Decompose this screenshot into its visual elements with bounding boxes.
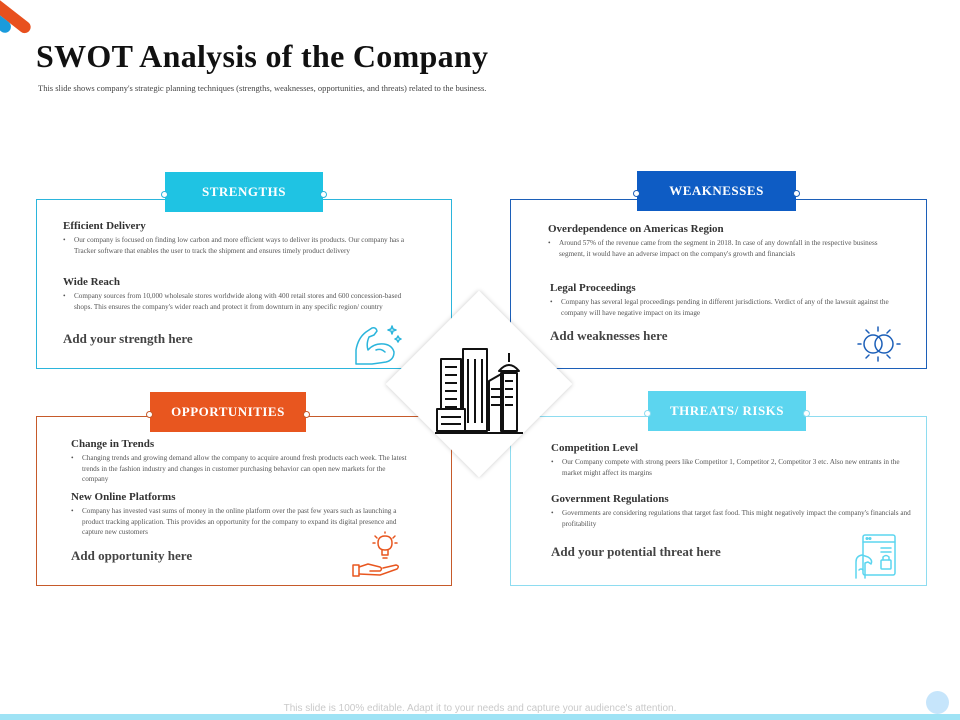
strengths-item2-heading: Wide Reach — [63, 276, 120, 288]
weaknesses-tag: WEAKNESSES — [637, 171, 796, 211]
slide-title: SWOT Analysis of the Company — [36, 38, 489, 74]
threats-item2-bullet: • Governments are considering regulations that target fast food. This might negatively impact the company's financials and profitability — [551, 508, 917, 529]
strengths-item1-heading: Efficient Delivery — [63, 220, 146, 232]
weaknesses-item1-bullet: • Around 57% of the revenue came from the segment in 2018. In case of any downfall in the respective business segment, it would have an adverse impact on the company's growth and financials — [548, 238, 894, 259]
threats-item1-heading: Competition Level — [551, 442, 639, 454]
interlocking-rings-icon — [856, 325, 902, 368]
strengths-item2-bullet: • Company sources from 10,000 wholesale stores worldwide along with 400 retail stores and 600 concession-based shops. This ensures the company's wider reach and protect it from downturn in any specific region/ country — [63, 291, 414, 312]
opportunities-tag: OPPORTUNITIES — [150, 392, 306, 432]
weaknesses-add-text: Add weaknesses here — [550, 328, 668, 343]
threats-add-text: Add your potential threat here — [551, 544, 721, 559]
opportunities-item2-heading: New Online Platforms — [71, 491, 176, 503]
corner-decoration — [0, 0, 40, 40]
weaknesses-item2-heading: Legal Proceedings — [550, 282, 636, 294]
threats-item1-bullet: • Our Company compete with strong peers like Competitor 1, Competitor 2, Competitor 3 etc. Also new entrants in the market might affect its margins — [551, 457, 917, 478]
opportunities-item1-bullet: • Changing trends and growing demand allow the company to acquire around fresh products each week. The latest trends in the fashion industry and changes in customer purchasing behavior can open new markets for the company — [71, 453, 412, 485]
slide-subtitle: This slide shows company's strategic planning techniques (strengths, weaknesses, opportunities, and threats) related to the business. — [38, 83, 487, 93]
security-document-icon — [851, 532, 899, 585]
flexed-arm-icon — [352, 322, 402, 373]
weaknesses-item1-heading: Overdependence on Americas Region — [548, 223, 724, 235]
opportunities-item1-heading: Change in Trends — [71, 438, 155, 450]
strengths-add-text: Add your strength here — [63, 331, 193, 346]
opportunities-add-text: Add opportunity here — [71, 548, 193, 563]
strengths-item1-bullet: • Our company is focused on finding low carbon and more efficient ways to deliver its products. Our company has a Tracker software that enables the user to track the shipment and ensures timely product delivery — [63, 235, 414, 256]
strengths-tag: STRENGTHS — [165, 172, 323, 212]
footer-bar — [0, 714, 960, 720]
threats-tag: THREATS/ RISKS — [648, 391, 806, 431]
city-buildings-icon — [433, 345, 525, 442]
threats-item2-heading: Government Regulations — [551, 493, 669, 505]
weaknesses-item2-bullet: • Company has several legal proceedings pending in different jurisdictions. Verdict of any of the lawsuit against the company will have negative impact on its image — [550, 297, 896, 318]
lightbulb-hand-icon — [350, 531, 402, 584]
corner-circle — [926, 691, 949, 714]
opportunities-item2-bullet: • Company has invested vast sums of money in the online platform over the past few years such as launching a product tracking application. This provides an opportunity for the company to expand its digital presence and capture new customers — [71, 506, 412, 538]
footer-note: This slide is 100% editable. Adapt it to your needs and capture your audience's attention. — [283, 703, 677, 714]
